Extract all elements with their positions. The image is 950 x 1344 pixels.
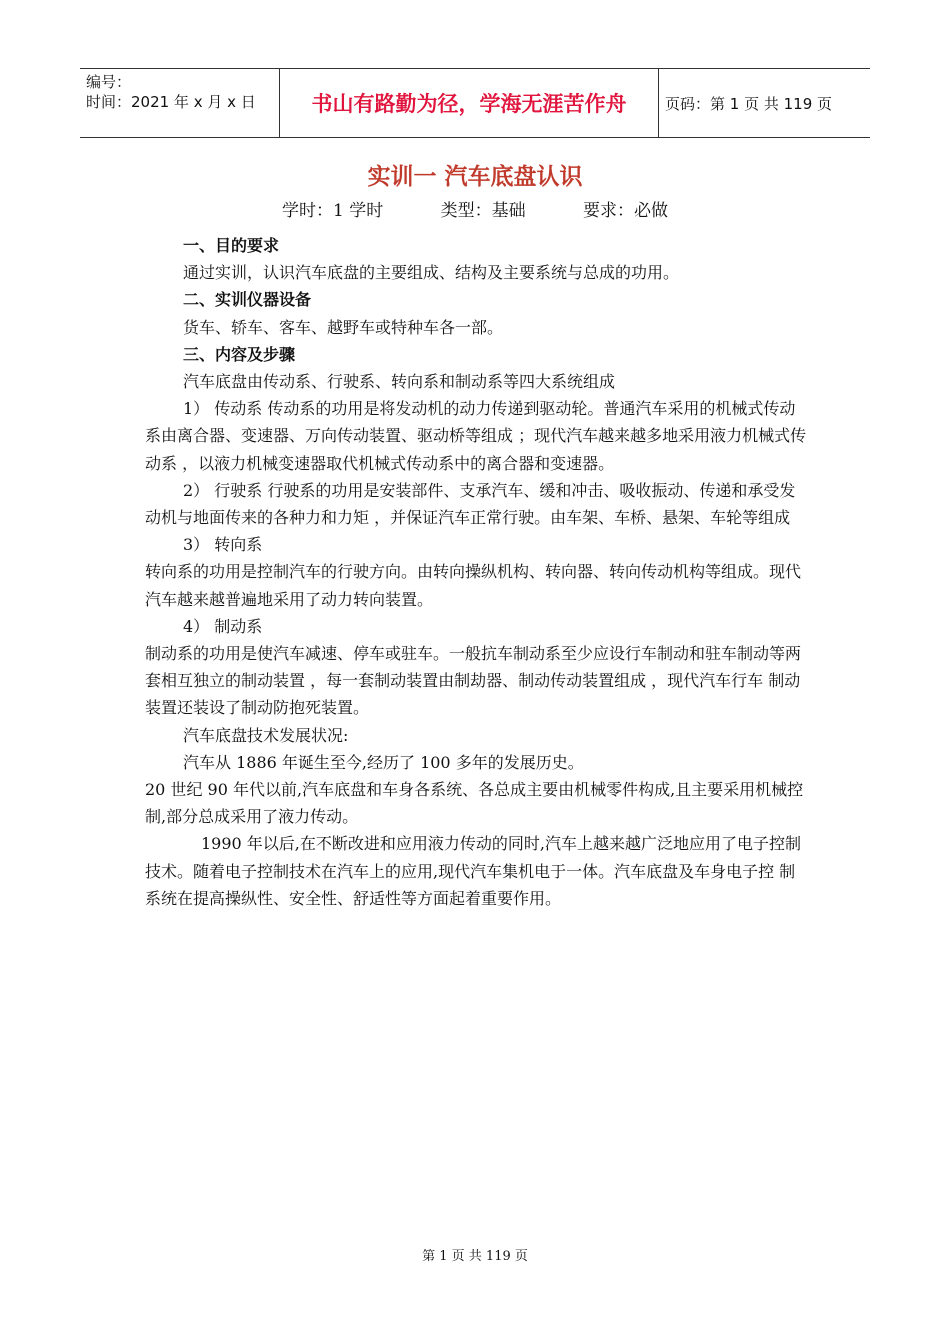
document-body xyxy=(145,232,810,912)
paragraph-steering: 转向系的功用是控制汽车的行驶方向。由转向操纵机构、转向器、转向传动机构等组成。现代汽车越来越普遍地采用了动力转向装置。 xyxy=(145,562,802,609)
paragraph: 通过实训，认识汽车底盘的主要组成、结构及主要系统与总成的功用。 xyxy=(183,263,680,283)
paragraph-running-gear: 2） 行驶系 行驶系的功用是安装部件、支承汽车、缓和冲击、吸收振动、传递和承受发动机与地面传来的各种力和力矩 ，并保证汽车正常行驶。由车架、车桥、悬架、车轮等组成 xyxy=(145,480,796,528)
page-header xyxy=(80,68,870,138)
course-meta xyxy=(0,196,950,221)
subheading-steering: 3） 转向系 xyxy=(183,535,263,555)
page-title: 实训一 汽车底盘认识 xyxy=(367,164,583,190)
page-footer: 第 1 页 共 119 页 xyxy=(422,1249,528,1264)
section-heading-2: 二、实训仪器设备 xyxy=(183,290,312,310)
paragraph: 货车、轿车、客车、越野车或特种车各一部。 xyxy=(183,317,504,337)
paragraph-transmission: 1） 传动系 传动系的功用是将发动机的动力传递到驱动轮。普通汽车采用的机械式传动系由离合器、变速器、万向传动装置、驱动桥等组成 ；现代汽车越来越多地采用液力机械式传动系 ，以液力机械变速器取代机械式传动系中的离合器和变速器。 xyxy=(145,399,807,473)
number-label: 编号： xyxy=(86,73,132,91)
header-info-cell xyxy=(80,69,280,137)
motto: 书山有路勤为径，学海无涯苦作舟 xyxy=(280,69,659,137)
subheading-development: 汽车底盘技术发展状况: xyxy=(183,725,349,745)
meta-requirement: 要求：必做 xyxy=(583,201,669,221)
section-heading-3: 三、内容及步骤 xyxy=(183,344,296,364)
meta-hours: 学时：1 学时 xyxy=(281,201,384,221)
paragraph: 汽车从 1886 年诞生至今,经历了 100 多年的发展历史。 xyxy=(183,752,584,772)
meta-type: 类型：基础 xyxy=(440,201,526,221)
paragraph: 20 世纪 90 年代以前,汽车底盘和车身各系统、各总成主要由机械零件构成,且主要采用机械控制,部分总成采用了液力传动。 xyxy=(145,780,804,827)
page-label: 页码：第 1 页 共 119 页 xyxy=(665,94,833,113)
paragraph-braking: 制动系的功用是使汽车减速、停车或驻车。一般抗车制动系至少应设行车制动和驻车制动等两套相互独立的制动装置 ，每一套制动装置由制劫器、制动传动装置组成 ，现代汽车行车 制动装置还装设了制动防抱死装置。 xyxy=(145,644,802,718)
section-heading-1: 一、目的要求 xyxy=(183,236,280,255)
date-label: 时间：2021 年 x 月 x 日 xyxy=(86,93,256,111)
paragraph: 1990 年以后,在不断改进和应用液力传动的同时,汽车上越来越广泛地应用了电子控制技术。随着电子控制技术在汽车上的应用,现代汽车集机电于一体。汽车底盘及车身电子控 制系统在提高操纵性、安全性、舒适性等方面起着重要作用。 xyxy=(145,834,801,908)
paragraph: 汽车底盘由传动系、行驶系、转向系和制动系等四大系统组成 xyxy=(183,372,616,392)
subheading-braking: 4） 制动系 xyxy=(183,616,263,636)
